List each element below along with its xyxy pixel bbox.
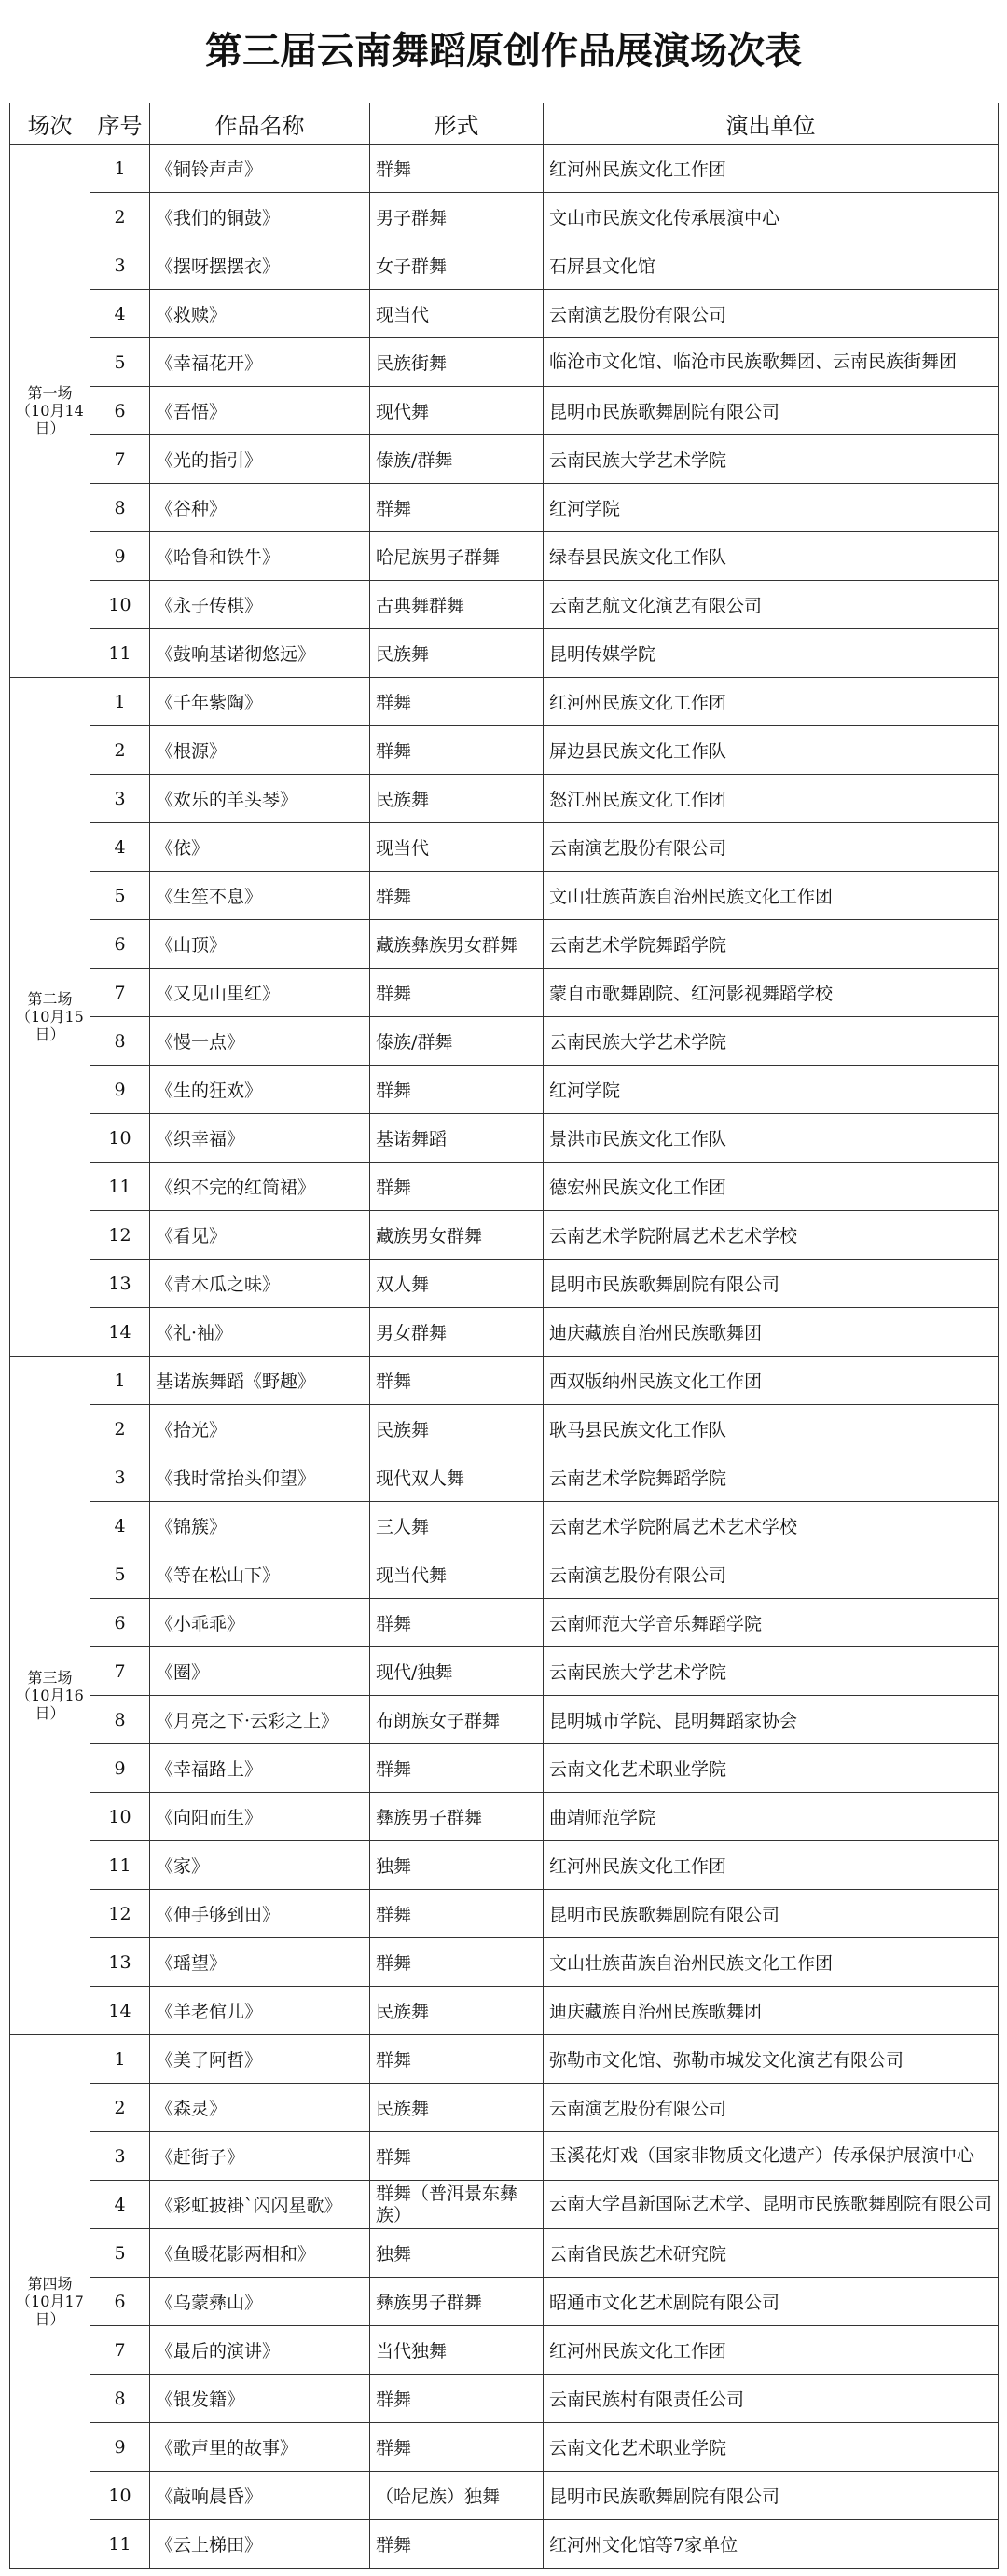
row-number: 13 — [90, 1938, 150, 1987]
table-row — [10, 1599, 999, 1647]
dance-form: 群舞 — [370, 2132, 544, 2181]
performer-unit: 蒙自市歌舞剧院、红河影视舞蹈学校 — [544, 969, 999, 1017]
dance-form: 群舞（普洱景东彝族） — [370, 2181, 544, 2229]
table-row — [10, 920, 999, 969]
dance-form: 傣族/群舞 — [370, 1017, 544, 1066]
table-row — [10, 969, 999, 1017]
work-name: 《赶街子》 — [150, 2132, 370, 2181]
table-row — [10, 2229, 999, 2278]
row-number: 11 — [90, 629, 150, 678]
work-name: 《谷种》 — [150, 484, 370, 532]
dance-form: 群舞 — [370, 2423, 544, 2472]
performer-unit: 昆明城市学院、昆明舞蹈家协会 — [544, 1696, 999, 1744]
dance-form: 藏族彝族男女群舞 — [370, 920, 544, 969]
row-number: 3 — [90, 775, 150, 823]
table-row — [10, 338, 999, 387]
table-row — [10, 1017, 999, 1066]
performer-unit: 红河州文化馆等7家单位 — [544, 2520, 999, 2569]
table-row — [10, 1163, 999, 1211]
row-number: 14 — [90, 1308, 150, 1357]
dance-form: 当代独舞 — [370, 2326, 544, 2375]
table-row — [10, 2423, 999, 2472]
work-name: 《美了阿哲》 — [150, 2035, 370, 2084]
work-name: 《摆呀摆摆衣》 — [150, 241, 370, 290]
dance-form: 现代舞 — [370, 387, 544, 435]
dance-form: 布朗族女子群舞 — [370, 1696, 544, 1744]
row-number: 6 — [90, 387, 150, 435]
performer-unit: 云南文化艺术职业学院 — [544, 1744, 999, 1793]
dance-form: 群舞 — [370, 2035, 544, 2084]
performer-unit: 云南大学昌新国际艺术学、昆明市民族歌舞剧院有限公司 — [544, 2181, 999, 2229]
row-number: 7 — [90, 1647, 150, 1696]
work-name: 《彩虹披褂`闪闪星歌》 — [150, 2181, 370, 2229]
table-row — [10, 2520, 999, 2569]
row-number: 6 — [90, 920, 150, 969]
dance-form: 双人舞 — [370, 1260, 544, 1308]
row-number: 1 — [90, 1357, 150, 1405]
row-number: 5 — [90, 338, 150, 387]
performer-unit: 德宏州民族文化工作团 — [544, 1163, 999, 1211]
work-name: 《看见》 — [150, 1211, 370, 1260]
row-number: 11 — [90, 1163, 150, 1211]
performer-unit: 景洪市民族文化工作队 — [544, 1114, 999, 1163]
work-name: 《光的指引》 — [150, 435, 370, 484]
row-number: 10 — [90, 1114, 150, 1163]
dance-form: 群舞 — [370, 1938, 544, 1987]
row-number: 2 — [90, 1405, 150, 1453]
table-row — [10, 581, 999, 629]
table-row — [10, 241, 999, 290]
row-number: 1 — [90, 2035, 150, 2084]
table-row — [10, 484, 999, 532]
dance-form: 现当代 — [370, 823, 544, 872]
table-row — [10, 1890, 999, 1938]
work-name: 《瑶望》 — [150, 1938, 370, 1987]
row-number: 7 — [90, 2326, 150, 2375]
dance-form: 群舞 — [370, 1890, 544, 1938]
table-row — [10, 290, 999, 338]
dance-form: 基诺舞蹈 — [370, 1114, 544, 1163]
performer-unit: 云南艺术学院附属艺术艺术学校 — [544, 1211, 999, 1260]
table-row — [10, 1647, 999, 1696]
dance-form: 女子群舞 — [370, 241, 544, 290]
work-name: 《鱼暖花影两相和》 — [150, 2229, 370, 2278]
dance-form: 男子群舞 — [370, 193, 544, 241]
row-number: 9 — [90, 1744, 150, 1793]
work-name: 《我们的铜鼓》 — [150, 193, 370, 241]
table-row — [10, 1841, 999, 1890]
work-name: 《羊老倌儿》 — [150, 1987, 370, 2035]
table-row — [10, 1987, 999, 2035]
work-name: 《根源》 — [150, 726, 370, 775]
row-number: 9 — [90, 2423, 150, 2472]
performer-unit: 文山壮族苗族自治州民族文化工作团 — [544, 1938, 999, 1987]
performer-unit: 云南民族大学艺术学院 — [544, 435, 999, 484]
dance-form: 民族舞 — [370, 2084, 544, 2132]
dance-form: 藏族男女群舞 — [370, 1211, 544, 1260]
work-name: 《小乖乖》 — [150, 1599, 370, 1647]
dance-form: 傣族/群舞 — [370, 435, 544, 484]
row-number: 5 — [90, 872, 150, 920]
row-number: 4 — [90, 2181, 150, 2229]
row-number: 7 — [90, 435, 150, 484]
dance-form: 彝族男子群舞 — [370, 2278, 544, 2326]
row-number: 6 — [90, 1599, 150, 1647]
row-number: 10 — [90, 581, 150, 629]
row-number: 7 — [90, 969, 150, 1017]
work-name: 《青木瓜之味》 — [150, 1260, 370, 1308]
header-session: 场次 — [10, 103, 90, 145]
row-number: 13 — [90, 1260, 150, 1308]
work-name: 《拾光》 — [150, 1405, 370, 1453]
table-row — [10, 435, 999, 484]
row-number: 3 — [90, 2132, 150, 2181]
dance-form: 群舞 — [370, 2375, 544, 2423]
table-row — [10, 2084, 999, 2132]
dance-form: （哈尼族）独舞 — [370, 2472, 544, 2520]
work-name: 《救赎》 — [150, 290, 370, 338]
performer-unit: 文山壮族苗族自治州民族文化工作团 — [544, 872, 999, 920]
row-number: 12 — [90, 1890, 150, 1938]
work-name: 《幸福路上》 — [150, 1744, 370, 1793]
table-row — [10, 678, 999, 726]
performer-unit: 红河州民族文化工作团 — [544, 145, 999, 193]
row-number: 1 — [90, 145, 150, 193]
table-row — [10, 726, 999, 775]
work-name: 《生笙不息》 — [150, 872, 370, 920]
performer-unit: 云南艺航文化演艺有限公司 — [544, 581, 999, 629]
table-row — [10, 2375, 999, 2423]
table-row — [10, 1550, 999, 1599]
dance-form: 现当代 — [370, 290, 544, 338]
row-number: 3 — [90, 1453, 150, 1502]
table-row — [10, 823, 999, 872]
work-name: 《伸手够到田》 — [150, 1890, 370, 1938]
performer-unit: 云南演艺股份有限公司 — [544, 2084, 999, 2132]
row-number: 8 — [90, 1696, 150, 1744]
row-number: 4 — [90, 823, 150, 872]
work-name: 《依》 — [150, 823, 370, 872]
table-row — [10, 629, 999, 678]
row-number: 4 — [90, 1502, 150, 1550]
table-row — [10, 387, 999, 435]
table-row — [10, 2035, 999, 2084]
schedule-table — [9, 103, 999, 2569]
performer-unit: 临沧市文化馆、临沧市民族歌舞团、云南民族街舞团 — [544, 338, 999, 387]
work-name: 《银发籍》 — [150, 2375, 370, 2423]
work-name: 《月亮之下·云彩之上》 — [150, 1696, 370, 1744]
work-name: 《又见山里红》 — [150, 969, 370, 1017]
dance-form: 现代双人舞 — [370, 1453, 544, 1502]
header-performer: 演出单位 — [544, 103, 999, 145]
table-row — [10, 2278, 999, 2326]
table-row — [10, 2132, 999, 2181]
work-name: 《幸福花开》 — [150, 338, 370, 387]
performer-unit: 红河州民族文化工作团 — [544, 2326, 999, 2375]
dance-form: 彝族男子群舞 — [370, 1793, 544, 1841]
performer-unit: 红河州民族文化工作团 — [544, 678, 999, 726]
dance-form: 独舞 — [370, 1841, 544, 1890]
performer-unit: 昆明市民族歌舞剧院有限公司 — [544, 2472, 999, 2520]
table-row — [10, 1744, 999, 1793]
work-name: 《织幸福》 — [150, 1114, 370, 1163]
dance-form: 现当代舞 — [370, 1550, 544, 1599]
performer-unit: 石屏县文化馆 — [544, 241, 999, 290]
dance-form: 现代/独舞 — [370, 1647, 544, 1696]
dance-form: 民族舞 — [370, 629, 544, 678]
performer-unit: 云南民族大学艺术学院 — [544, 1647, 999, 1696]
performer-unit: 耿马县民族文化工作队 — [544, 1405, 999, 1453]
performer-unit: 怒江州民族文化工作团 — [544, 775, 999, 823]
performer-unit: 云南师范大学音乐舞蹈学院 — [544, 1599, 999, 1647]
row-number: 3 — [90, 241, 150, 290]
row-number: 5 — [90, 2229, 150, 2278]
row-number: 11 — [90, 2520, 150, 2569]
work-name: 《等在松山下》 — [150, 1550, 370, 1599]
performer-unit: 迪庆藏族自治州民族歌舞团 — [544, 1308, 999, 1357]
row-number: 8 — [90, 484, 150, 532]
dance-form: 民族舞 — [370, 775, 544, 823]
work-name: 《歌声里的故事》 — [150, 2423, 370, 2472]
performer-unit: 云南省民族艺术研究院 — [544, 2229, 999, 2278]
dance-form: 群舞 — [370, 1163, 544, 1211]
dance-form: 独舞 — [370, 2229, 544, 2278]
performer-unit: 云南演艺股份有限公司 — [544, 823, 999, 872]
dance-form: 民族舞 — [370, 1987, 544, 2035]
row-number: 9 — [90, 1066, 150, 1114]
performer-unit: 红河学院 — [544, 1066, 999, 1114]
performer-unit: 玉溪花灯戏（国家非物质文化遗产）传承保护展演中心 — [544, 2132, 999, 2181]
performer-unit: 文山市民族文化传承展演中心 — [544, 193, 999, 241]
session-label: 第三场（10月16日） — [10, 1357, 90, 2035]
dance-form: 群舞 — [370, 726, 544, 775]
work-name: 《圈》 — [150, 1647, 370, 1696]
work-name: 《向阳而生》 — [150, 1793, 370, 1841]
performer-unit: 云南艺术学院舞蹈学院 — [544, 1453, 999, 1502]
row-number: 1 — [90, 678, 150, 726]
dance-form: 男女群舞 — [370, 1308, 544, 1357]
performer-unit: 昆明传媒学院 — [544, 629, 999, 678]
performer-unit: 云南演艺股份有限公司 — [544, 290, 999, 338]
work-name: 《铜铃声声》 — [150, 145, 370, 193]
performer-unit: 云南文化艺术职业学院 — [544, 2423, 999, 2472]
work-name: 《乌蒙彝山》 — [150, 2278, 370, 2326]
dance-form: 群舞 — [370, 969, 544, 1017]
table-row — [10, 145, 999, 193]
header-work-name: 作品名称 — [150, 103, 370, 145]
work-name: 《森灵》 — [150, 2084, 370, 2132]
row-number: 6 — [90, 2278, 150, 2326]
dance-form: 群舞 — [370, 1066, 544, 1114]
row-number: 2 — [90, 2084, 150, 2132]
table-row — [10, 872, 999, 920]
header-number: 序号 — [90, 103, 150, 145]
work-name: 《家》 — [150, 1841, 370, 1890]
table-row — [10, 2472, 999, 2520]
work-name: 《吾悟》 — [150, 387, 370, 435]
work-name: 《云上梯田》 — [150, 2520, 370, 2569]
work-name: 《欢乐的羊头琴》 — [150, 775, 370, 823]
header-row — [10, 103, 999, 145]
performer-unit: 云南艺术学院附属艺术艺术学校 — [544, 1502, 999, 1550]
performer-unit: 曲靖师范学院 — [544, 1793, 999, 1841]
performer-unit: 红河州民族文化工作团 — [544, 1841, 999, 1890]
work-name: 《礼·袖》 — [150, 1308, 370, 1357]
table-row — [10, 2326, 999, 2375]
table-row — [10, 532, 999, 581]
table-row — [10, 1066, 999, 1114]
table-row — [10, 1405, 999, 1453]
row-number: 12 — [90, 1211, 150, 1260]
page-title: 第三届云南舞蹈原创作品展演场次表 — [205, 30, 802, 73]
table-row — [10, 1696, 999, 1744]
row-number: 8 — [90, 1017, 150, 1066]
work-name: 《鼓响基诺彻悠远》 — [150, 629, 370, 678]
performer-unit: 绿春县民族文化工作队 — [544, 532, 999, 581]
table-row — [10, 1793, 999, 1841]
row-number: 11 — [90, 1841, 150, 1890]
work-name: 《永子传棋》 — [150, 581, 370, 629]
table-row — [10, 1308, 999, 1357]
table-row — [10, 1357, 999, 1405]
performer-unit: 西双版纳州民族文化工作团 — [544, 1357, 999, 1405]
performer-unit: 迪庆藏族自治州民族歌舞团 — [544, 1987, 999, 2035]
work-name: 《锦簇》 — [150, 1502, 370, 1550]
performer-unit: 红河学院 — [544, 484, 999, 532]
work-name: 《最后的演讲》 — [150, 2326, 370, 2375]
dance-form: 群舞 — [370, 1599, 544, 1647]
work-name: 《山顶》 — [150, 920, 370, 969]
schedule-body — [10, 145, 999, 2569]
row-number: 4 — [90, 290, 150, 338]
session-label: 第二场（10月15日） — [10, 678, 90, 1357]
performer-unit: 昆明市民族歌舞剧院有限公司 — [544, 1890, 999, 1938]
work-name: 《织不完的红筒裙》 — [150, 1163, 370, 1211]
dance-form: 群舞 — [370, 872, 544, 920]
row-number: 10 — [90, 1793, 150, 1841]
row-number: 5 — [90, 1550, 150, 1599]
header-form: 形式 — [370, 103, 544, 145]
table-row — [10, 2181, 999, 2229]
table-row — [10, 775, 999, 823]
dance-form: 哈尼族男子群舞 — [370, 532, 544, 581]
session-label: 第一场（10月14日） — [10, 145, 90, 678]
dance-form: 民族舞 — [370, 1405, 544, 1453]
dance-form: 三人舞 — [370, 1502, 544, 1550]
dance-form: 群舞 — [370, 145, 544, 193]
work-name: 《慢一点》 — [150, 1017, 370, 1066]
table-row — [10, 1938, 999, 1987]
performer-unit: 云南艺术学院舞蹈学院 — [544, 920, 999, 969]
row-number: 9 — [90, 532, 150, 581]
performer-unit: 昭通市文化艺术剧院有限公司 — [544, 2278, 999, 2326]
table-row — [10, 193, 999, 241]
dance-form: 古典舞群舞 — [370, 581, 544, 629]
row-number: 14 — [90, 1987, 150, 2035]
dance-form: 民族街舞 — [370, 338, 544, 387]
performer-unit: 云南演艺股份有限公司 — [544, 1550, 999, 1599]
performer-unit: 昆明市民族歌舞剧院有限公司 — [544, 387, 999, 435]
table-row — [10, 1211, 999, 1260]
work-name: 《千年紫陶》 — [150, 678, 370, 726]
performer-unit: 昆明市民族歌舞剧院有限公司 — [544, 1260, 999, 1308]
table-row — [10, 1502, 999, 1550]
dance-form: 群舞 — [370, 484, 544, 532]
dance-form: 群舞 — [370, 678, 544, 726]
dance-form: 群舞 — [370, 2520, 544, 2569]
work-name: 《哈鲁和铁牛》 — [150, 532, 370, 581]
row-number: 2 — [90, 726, 150, 775]
performer-unit: 屏边县民族文化工作队 — [544, 726, 999, 775]
work-name: 《我时常抬头仰望》 — [150, 1453, 370, 1502]
dance-form: 群舞 — [370, 1744, 544, 1793]
row-number: 10 — [90, 2472, 150, 2520]
row-number: 2 — [90, 193, 150, 241]
table-row — [10, 1114, 999, 1163]
dance-form: 群舞 — [370, 1357, 544, 1405]
work-name: 基诺族舞蹈《野趣》 — [150, 1357, 370, 1405]
work-name: 《敲响晨昏》 — [150, 2472, 370, 2520]
work-name: 《生的狂欢》 — [150, 1066, 370, 1114]
table-row — [10, 1453, 999, 1502]
row-number: 8 — [90, 2375, 150, 2423]
performer-unit: 云南民族大学艺术学院 — [544, 1017, 999, 1066]
table-row — [10, 1260, 999, 1308]
performer-unit: 云南民族村有限责任公司 — [544, 2375, 999, 2423]
session-label: 第四场（10月17日） — [10, 2035, 90, 2569]
performer-unit: 弥勒市文化馆、弥勒市城发文化演艺有限公司 — [544, 2035, 999, 2084]
